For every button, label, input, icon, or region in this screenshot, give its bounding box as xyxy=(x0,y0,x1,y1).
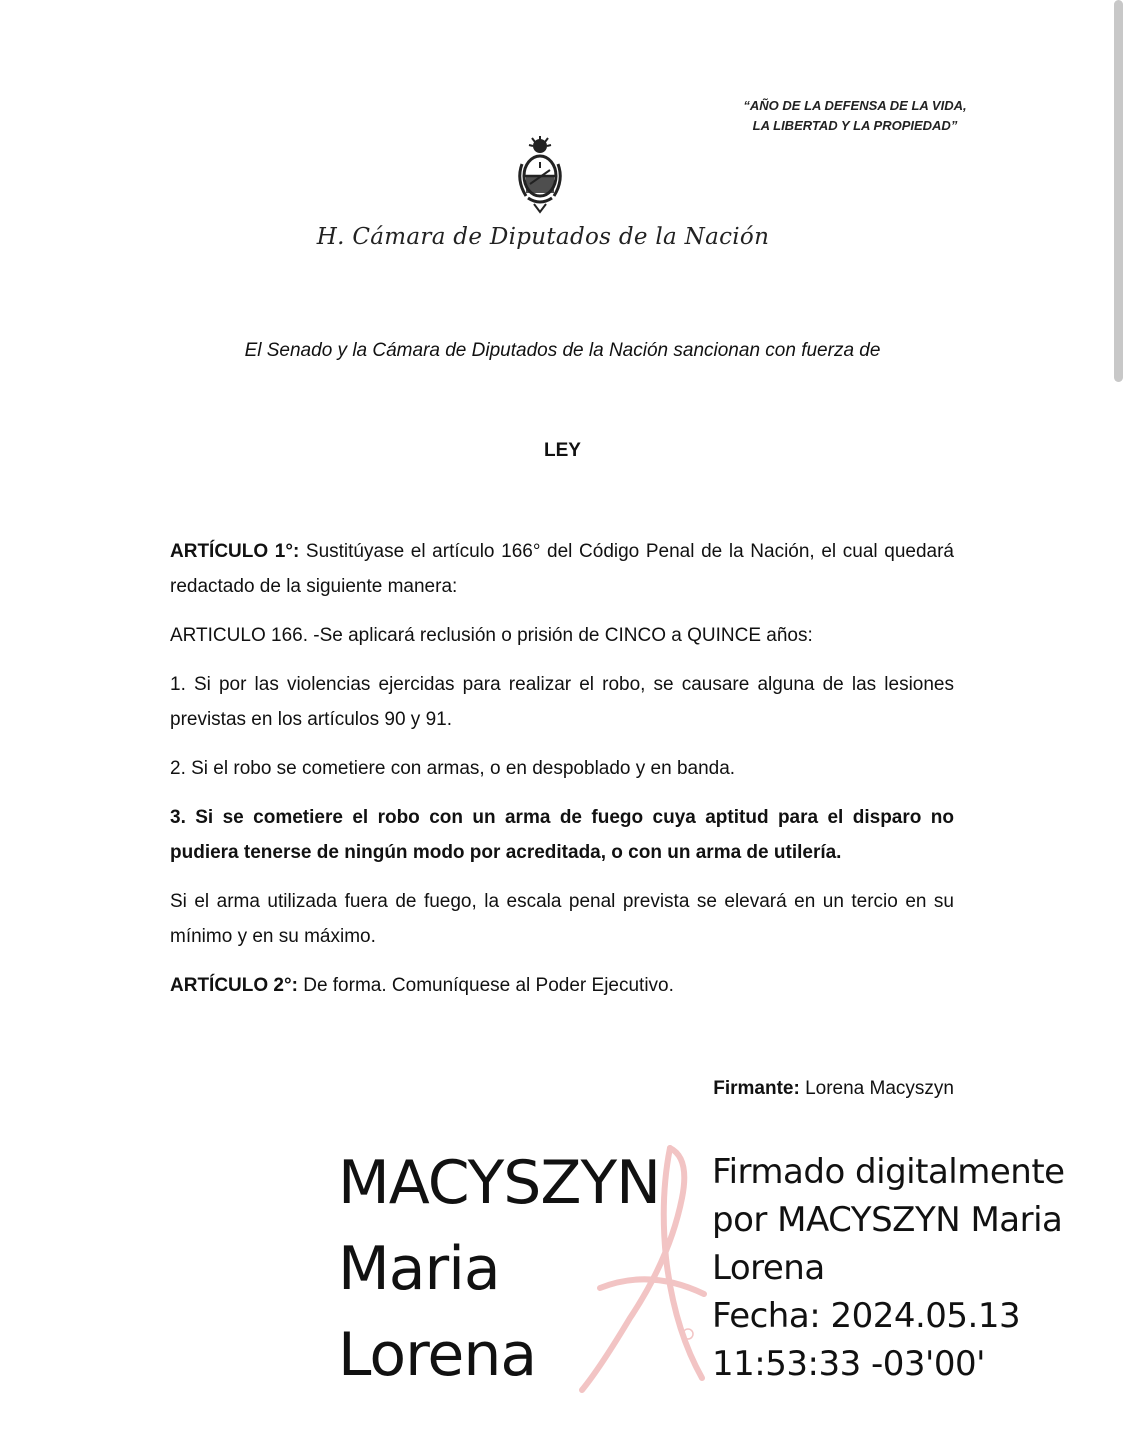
motto-line-1: “AÑO DE LA DEFENSA DE LA VIDA, xyxy=(743,98,967,113)
year-motto xyxy=(695,96,1015,136)
signature-name-line-1: MACYSZYN xyxy=(338,1148,660,1218)
article-2 xyxy=(170,968,954,1003)
signer-label: Firmante: xyxy=(713,1078,800,1099)
article-1-label: ARTÍCULO 1°: xyxy=(170,541,300,562)
national-coat-of-arms-icon xyxy=(512,134,568,214)
signature-name-line-3: Lorena xyxy=(338,1320,537,1390)
signature-name-line-2: Maria xyxy=(338,1234,500,1304)
article-2-label: ARTÍCULO 2°: xyxy=(170,975,298,996)
signature-info-line-3: Lorena xyxy=(712,1248,825,1288)
law-title: LEY xyxy=(544,440,581,461)
scrollbar[interactable] xyxy=(1114,0,1123,382)
signature-info-line-1: Firmado digitalmente xyxy=(712,1152,1065,1192)
chamber-name: H. Cámara de Diputados de la Nación xyxy=(316,224,770,250)
clause-3: 3. Si se cometiere el robo con un arma de fuego cuya aptitud para el disparo no pudiera tenerse de ningún modo por acreditada, o con un arma de utilería. xyxy=(170,807,954,863)
signature-time: 11:53:33 -03'00' xyxy=(712,1344,985,1384)
clause-1: 1. Si por las violencias ejercidas para realizar el robo, se causare alguna de las lesiones previstas en los artículos 90 y 91. xyxy=(170,674,954,730)
article-1 xyxy=(170,534,954,604)
article-166-intro: ARTICULO 166. -Se aplicará reclusión o prisión de CINCO a QUINCE años: xyxy=(170,625,813,646)
digital-signature-info xyxy=(712,1148,1112,1388)
signer-name: Lorena Macyszyn xyxy=(799,1078,954,1099)
signature-info-line-2: por MACYSZYN Maria xyxy=(712,1200,1063,1240)
enacting-formula: El Senado y la Cámara de Diputados de la Nación sancionan con fuerza de xyxy=(244,340,881,361)
clause-2: 2. Si el robo se cometiere con armas, o en despoblado y en banda. xyxy=(170,758,736,779)
article-2-text: De forma. Comuníquese al Poder Ejecutivo. xyxy=(297,975,674,996)
firearm-clause: Si el arma utilizada fuera de fuego, la escala penal prevista se elevará en un tercio en su mínimo y en su máximo. xyxy=(170,891,954,947)
signer-line xyxy=(713,1078,954,1100)
article-1-text: Sustitúyase el artículo 166° del Código Penal de la Nación, el cual quedará redactado de la siguiente manera: xyxy=(170,541,954,597)
signature-date: Fecha: 2024.05.13 xyxy=(712,1296,1021,1336)
motto-line-2: LA LIBERTAD Y LA PROPIEDAD” xyxy=(752,118,958,133)
law-body xyxy=(170,534,954,1017)
digital-signature-name xyxy=(338,1140,688,1398)
